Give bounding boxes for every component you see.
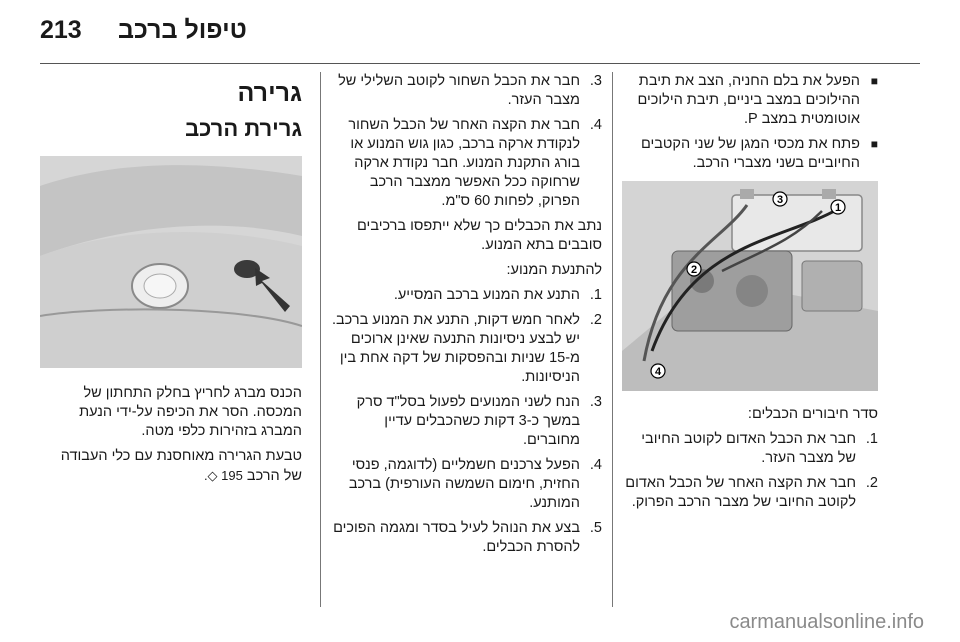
numbered-step <box>330 393 602 450</box>
step-text: הנח לשני המנועים לפעול בסל"ד סרק במשך כ-3 דקות כשהכבלים עדיין מחוברים. <box>356 394 580 448</box>
column-jump-start-prep <box>622 72 878 518</box>
step-number: 1. <box>865 431 878 447</box>
bullet-text: פתח את מכסי המגן של שני הקטבים החיוביים בשני מצברי הרכב. <box>640 136 860 171</box>
bullet-square-icon: ■ <box>870 137 878 151</box>
step-number: 1. <box>589 287 602 303</box>
step-text: הפעל צרכנים חשמליים (לדוגמה, פנסי החזית, חימום השמשה העורפית) ברכב המותנע. <box>348 457 580 511</box>
bullet-square-icon: ■ <box>870 74 878 88</box>
step-number: 2. <box>865 475 878 491</box>
column-divider <box>320 72 321 607</box>
subheading: להתנעת המנוע: <box>506 262 602 278</box>
watermark: carmanualsonline.info <box>729 611 924 633</box>
numbered-step <box>622 474 878 512</box>
numbered-step <box>330 72 602 110</box>
column-divider <box>612 72 613 607</box>
step-text: חבר את הכבל השחור לקוטב השלילי של מצבר העזר. <box>338 73 580 108</box>
step-number: 2. <box>589 312 602 328</box>
engine-bay-illustration <box>622 181 878 391</box>
figure-label: 2 <box>690 264 698 276</box>
engine-bay-jump-cable-figure <box>622 181 878 391</box>
bullet-item <box>622 135 878 173</box>
numbered-step <box>622 430 878 468</box>
step-text: חבר את הקצה האחר של הכבל האדום לקוטב החיובי של מצבר הרכב הפרוק. <box>625 475 856 510</box>
page-header <box>40 14 920 50</box>
figure-label: 4 <box>654 366 662 378</box>
step-text: בצע את הנוהל לעיל בסדר ומגמה הפוכים להסרת הכבלים. <box>333 520 580 555</box>
step-number: 4. <box>589 117 602 133</box>
step-text: התנע את המנוע ברכב המסייע. <box>393 287 580 303</box>
front-bumper-tow-cover-figure <box>40 156 302 368</box>
numbered-step <box>330 311 602 387</box>
subheading: סדר חיבורים הכבלים: <box>747 406 878 422</box>
page-number: 213 <box>40 16 82 44</box>
section-title: גרירה <box>237 79 302 107</box>
step-number: 4. <box>589 457 602 473</box>
page-reference-link[interactable]: 195 ◇. <box>203 468 243 483</box>
step-number: 3. <box>589 73 602 89</box>
tow-eye-storage-note <box>40 447 302 486</box>
numbered-step <box>330 116 602 211</box>
bullet-text: הפעל את בלם החניה, הצב את תיבת ההילוכים במצב ביניים, תיבת הילוכים אוטומטית במצב P. <box>637 73 860 127</box>
step-text: חבר את הכבל האדום לקוטב החיובי של מצבר העזר. <box>641 431 856 466</box>
running-title: טיפול ברכב <box>118 16 247 44</box>
figure-label: 1 <box>834 202 842 214</box>
tow-eye-storage-text: טבעת הגרירה מאוחסנת עם כלי העבודה של הרכב <box>60 448 302 484</box>
numbered-step <box>330 456 602 513</box>
figure-label: 3 <box>776 194 784 206</box>
header-rule <box>40 63 920 64</box>
bullet-item <box>622 72 878 129</box>
step-number: 5. <box>589 520 602 536</box>
numbered-step <box>330 286 602 305</box>
column-jump-start-procedure <box>330 72 602 563</box>
column-towing <box>40 72 302 492</box>
section-subtitle: גרירת הרכב <box>185 116 302 141</box>
step-text: לאחר חמש דקות, התנע את המנוע ברכב. יש לבצע ניסיונות התנעה שאינן ארוכים מ-15 שניות ובהפסקות של דקה אחת בין הניסיונות. <box>331 312 580 385</box>
numbered-step <box>330 519 602 557</box>
cable-routing-note: נתב את הכבלים כך שלא ייתפסו ברכיבים סובבים בתא המנוע. <box>357 218 602 253</box>
tow-cover-instruction: הכנס מברג לחריץ בחלק התחתון של המכסה. הסר את הכיפה על-ידי הנעת המברג בזהירות כלפי מטה. <box>79 385 302 439</box>
bumper-illustration <box>40 156 302 368</box>
step-number: 3. <box>589 394 602 410</box>
step-text: חבר את הקצה האחר של הכבל השחור לנקודת ארקה ברכב, כגון גוש המנוע או בורג התקנת המנוע. חבר נקודת ארקה שרחוקה ככל האפשר ממצבר הרכב הפרוק, לפחות 60 ס"מ. <box>348 117 580 209</box>
